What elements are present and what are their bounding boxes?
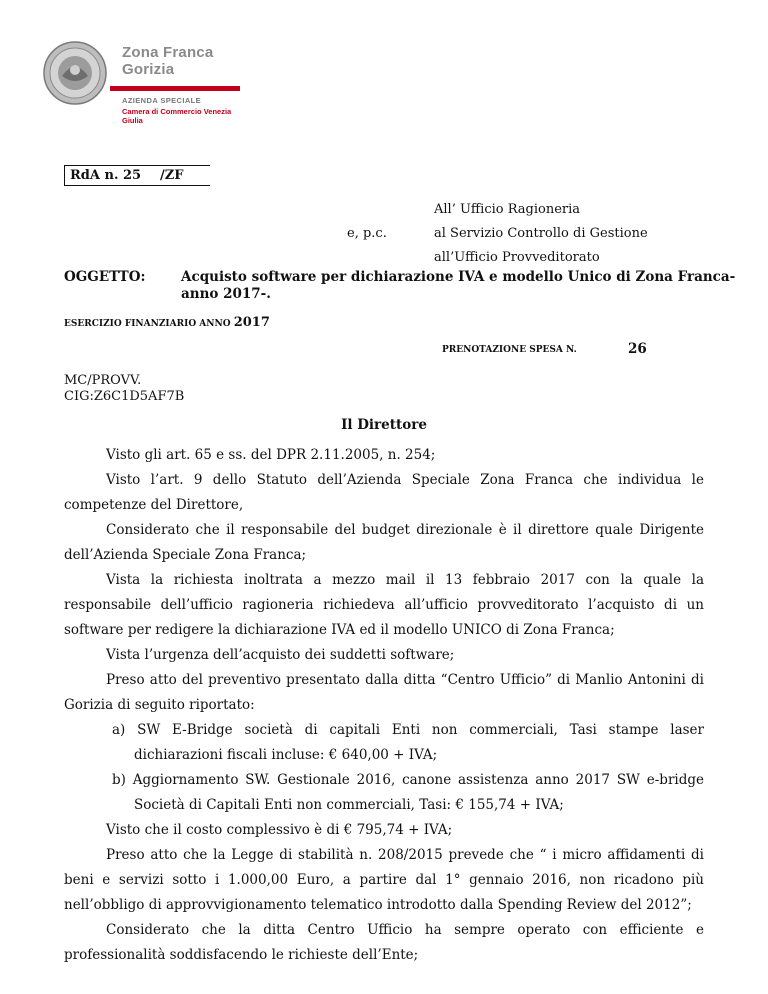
list-item-text: SW E-Bridge società di capitali Enti non commerciali, Tasi stampe laser dichiarazioni fiscali incluse: € 640,00 + IVA;: [134, 722, 705, 763]
rda-box-border-top: [64, 165, 210, 166]
esercizio-finanziario: [64, 315, 270, 332]
subject-label: OGGETTO:: [64, 269, 146, 285]
list-item: [112, 718, 704, 768]
paragraph-urgenza: Vista l’urgenza dell’acquisto dei suddetti software;: [106, 647, 455, 663]
epc-label: e, p.c.: [347, 226, 387, 241]
logo-subtitle: AZIENDA SPECIALE: [122, 96, 202, 105]
subject-line-1: Acquisto software per dichiarazione IVA e modello Unico di Zona Franca-: [181, 269, 736, 285]
paragraph-legge-stabilita: Preso atto che la Legge di stabilità n. 208/2015 prevede che “ i micro affidamenti di beni e servizi sotto i 1.000,00 Euro, a partire dal 1° gennaio 2016, non ricadono più nell’obbligo di approvvigionamento telematico introdotto dalla Spending Review del 2012”;: [64, 847, 704, 913]
list-item: [112, 768, 704, 818]
subject-line-2: anno 2017-.: [181, 286, 271, 302]
list-item-label: a): [112, 722, 126, 738]
paragraph-costo-complessivo: Visto che il costo complessivo è di € 795,74 + IVA;: [106, 822, 453, 838]
recipient-ragioneria: All’ Ufficio Ragioneria: [434, 202, 581, 217]
prenotazione-spesa-label: PRENOTAZIONE SPESA N.: [442, 345, 577, 355]
list-item-label: b): [112, 772, 126, 788]
rda-number: RdA n. 25: [70, 168, 142, 183]
paragraph-preventivo: Preso atto del preventivo presentato dalla ditta “Centro Ufficio” di Manlio Antonini di Gorizia di seguito riportato:: [64, 672, 704, 713]
esercizio-year: 2017: [233, 315, 270, 330]
paragraph-visto-dpr: Visto gli art. 65 e ss. del DPR 2.11.2005, n. 254;: [106, 447, 436, 463]
logo-subtitle-chamber: Camera di Commercio Venezia Giulia: [122, 107, 232, 125]
rda-box-border-left: [64, 165, 65, 185]
company-logo: [42, 40, 242, 130]
recipient-provveditorato: all’Ufficio Provveditorato: [434, 250, 600, 265]
esercizio-label: ESERCIZIO FINANZIARIO ANNO: [64, 319, 234, 329]
logo-accent-bar: [110, 86, 240, 91]
heading-il-direttore: Il Direttore: [341, 417, 427, 433]
paragraph-centro-ufficio: Considerato che la ditta Centro Ufficio ha sempre operato con efficiente e professionalità soddisfacendo le richieste dell’Ente;: [64, 922, 704, 963]
paragraph-statuto: Visto l’art. 9 dello Statuto dell’Azienda Speciale Zona Franca che individua le competenze del Direttore,: [64, 472, 704, 513]
rda-suffix: /ZF: [160, 168, 184, 183]
paragraph-budget: Considerato che il responsabile del budget direzionale è il direttore quale Dirigente dell’Azienda Speciale Zona Franca;: [64, 522, 704, 563]
list-item-text: Aggiornamento SW. Gestionale 2016, canone assistenza anno 2017 SW e-bridge Società di Capitali Enti non commerciali, Tasi: € 155,74 + IVA;: [132, 772, 704, 813]
recipient-controllo-gestione: al Servizio Controllo di Gestione: [434, 226, 648, 241]
paragraph-richiesta-mail: Vista la richiesta inoltrata a mezzo mail il 13 febbraio 2017 con la quale la responsabile dell’ufficio ragioneria richiedeva all’ufficio provveditorato l’acquisto di un software per redigere la dichiarazione IVA ed il modello UNICO di Zona Franca;: [64, 572, 704, 638]
seal-icon: [42, 40, 108, 106]
rda-box-border-bottom: [64, 185, 210, 186]
ref-cig: CIG:Z6C1D5AF7B: [64, 389, 185, 404]
logo-title: Zona Franca Gorizia: [122, 44, 214, 78]
ref-mc-provv: MC/PROVV.: [64, 373, 142, 388]
prenotazione-spesa-number: 26: [628, 341, 647, 357]
